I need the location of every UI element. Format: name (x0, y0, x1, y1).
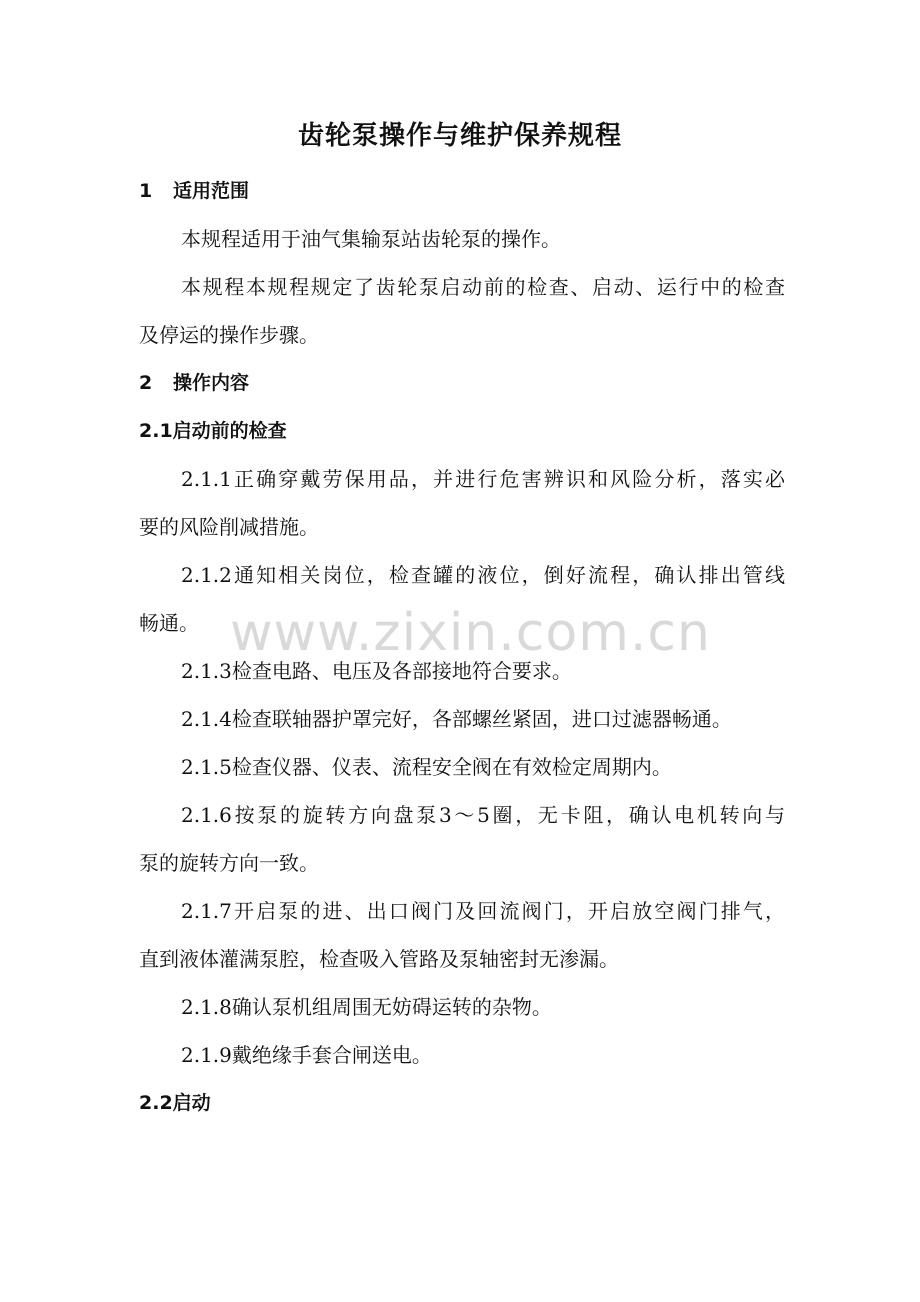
scope-paragraph-2-line-1: 本规程本规程规定了齿轮泵启动前的检查、启动、运行中的检查 (181, 275, 785, 299)
document-body (139, 167, 785, 1127)
item-2-1-8: 2.1.8确认泵机组周围无妨碍运转的杂物。 (181, 995, 552, 1019)
item-2-1-6-line-1: 2.1.6按泵的旋转方向盘泵3～5圈，无卡阻，确认电机转向与 (181, 803, 785, 827)
item-2-1-7-line-1: 2.1.7开启泵的进、出口阀门及回流阀门，开启放空阀门排气， (181, 899, 785, 923)
subsection-2-1-heading: 2.1启动前的检查 (139, 420, 287, 442)
item-2-1-4: 2.1.4检查联轴器护罩完好，各部螺丝紧固，进口过滤器畅通。 (181, 707, 732, 731)
item-2-1-2-line-1: 2.1.2通知相关岗位，检查罐的液位，倒好流程，确认排出管线 (181, 563, 785, 587)
section-1-number: 1 (139, 180, 153, 202)
subsection-2-2-heading: 2.2启动 (139, 1092, 211, 1114)
item-2-1-5: 2.1.5检查仪器、仪表、流程安全阀在有效检定周期内。 (181, 755, 672, 779)
item-2-1-2-line-2: 畅通。 (139, 611, 199, 635)
section-1-heading (139, 167, 785, 215)
section-2-heading (139, 359, 785, 407)
item-2-1-6-line-2: 泵的旋转方向一致。 (139, 851, 319, 875)
watermark-text: www.zixin.com.cn (230, 603, 711, 663)
item-2-1-1-line-1: 2.1.1正确穿戴劳保用品，并进行危害辨识和风险分析，落实必 (181, 467, 785, 491)
document-title: 齿轮泵操作与维护保养规程 (297, 121, 622, 151)
item-2-1-1-line-2: 要的风险削减措施。 (139, 515, 319, 539)
section-2-title: 操作内容 (173, 372, 250, 394)
scope-paragraph-1: 本规程适用于油气集输泵站齿轮泵的操作。 (181, 227, 561, 251)
scope-paragraph-2-line-2: 及停运的操作步骤。 (139, 323, 319, 347)
item-2-1-3: 2.1.3检查电路、电压及各部接地符合要求。 (181, 659, 572, 683)
item-2-1-9: 2.1.9戴绝缘手套合闸送电。 (181, 1043, 432, 1067)
section-1-title: 适用范围 (173, 180, 250, 202)
section-2-number: 2 (139, 372, 153, 394)
item-2-1-7-line-2: 直到液体灌满泵腔，检查吸入管路及泵轴密封无渗漏。 (139, 947, 619, 971)
